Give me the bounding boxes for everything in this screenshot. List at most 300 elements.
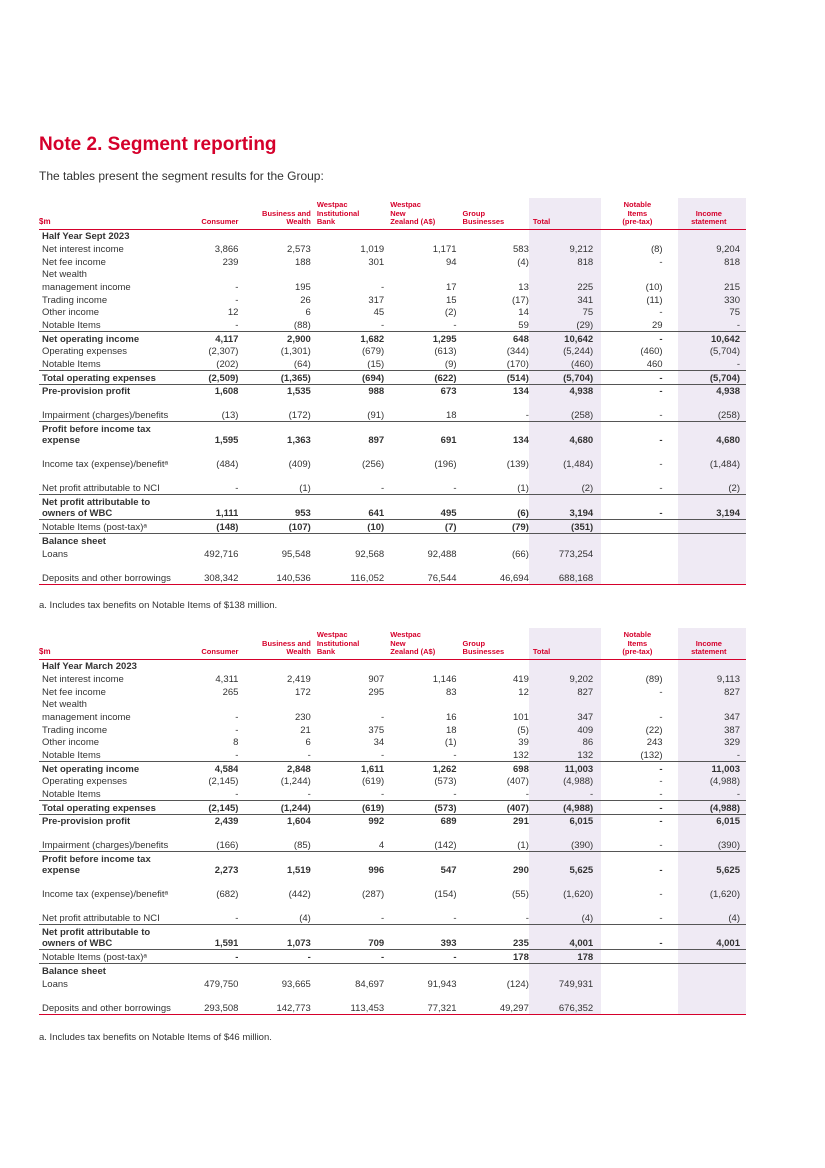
cell-consumer: (2,145) (186, 801, 239, 815)
cell-consumer: (484) (216, 459, 239, 471)
cell-total: 10,642 (529, 332, 601, 345)
table-row (39, 242, 746, 255)
cell-wnz: 18 (445, 410, 457, 422)
cell-total: 773,254 (529, 547, 601, 560)
cell-group-businesses: 59 (518, 320, 529, 331)
footnote: a. Includes tax benefits on Notable Items of $138 million. (39, 600, 278, 611)
cell-income-statement: 329 (678, 736, 746, 749)
cell-notable-items (601, 698, 673, 711)
cell-wnz: 83 (445, 686, 457, 698)
cell-consumer: (13) (221, 410, 239, 422)
cell-business-wealth: (442) (288, 889, 311, 901)
cell-wib: (619) (362, 776, 385, 788)
cell-total: 4,680 (529, 422, 601, 447)
cell-wnz: - (453, 483, 457, 495)
footnote: a. Includes tax benefits on Notable Items of $46 million. (39, 1032, 272, 1043)
cell-wnz: 77,321 (384, 990, 456, 1015)
cell-notable-items: - (659, 256, 663, 268)
cell-income-statement: 5,625 (678, 852, 746, 877)
cell-total: 341 (529, 293, 601, 306)
cell-income-statement (678, 268, 746, 281)
cell-business-wealth: 195 (294, 281, 311, 293)
cell-wnz: - (384, 950, 456, 964)
cell-group-businesses: 291 (457, 814, 529, 827)
cell-notable-items: - (659, 776, 663, 788)
table-row (39, 801, 746, 815)
cell-wib: 4 (378, 840, 385, 852)
cell-notable-items: 460 (646, 359, 663, 371)
table-row (39, 268, 746, 281)
cell-business-wealth: 2,848 (238, 762, 310, 775)
cell-group-businesses: (66) (511, 548, 529, 560)
cell-total: (5,704) (529, 371, 601, 385)
cell-wib: 92,568 (355, 548, 385, 560)
table-row (39, 293, 746, 306)
cell-group-businesses: 178 (457, 950, 529, 964)
cell-consumer: 308,342 (186, 560, 239, 585)
period-label: Half Year Sept 2023 (42, 231, 130, 243)
cell-wnz: 1,146 (432, 673, 457, 685)
cell-consumer: - (235, 294, 239, 306)
cell-business-wealth (238, 698, 310, 711)
cell-notable-items (601, 520, 673, 534)
cell-notable-items: (89) (645, 673, 663, 685)
cell-income-statement (678, 534, 746, 547)
col-header-sm: $m (39, 198, 186, 229)
cell-total: 9,202 (529, 672, 601, 685)
row-label: Loans (42, 978, 68, 990)
cell-wib (311, 534, 384, 547)
cell-wib: (15) (367, 359, 385, 371)
cell-business-wealth: 140,536 (238, 560, 310, 585)
cell-income-statement: 9,113 (678, 672, 746, 685)
cell-business-wealth: 142,773 (238, 990, 310, 1015)
row-label: Notable Items (42, 359, 101, 371)
cell-wnz: 76,544 (384, 560, 456, 585)
cell-wnz: (7) (384, 520, 456, 534)
cell-notable-items: - (659, 840, 663, 852)
table-row (39, 685, 746, 698)
table-row (39, 371, 746, 385)
cell-wnz: (573) (434, 776, 457, 788)
row-label: Net fee income (42, 686, 106, 698)
cell-consumer: (148) (186, 520, 239, 534)
cell-wnz: 15 (445, 294, 457, 306)
cell-consumer: 1,591 (186, 925, 239, 950)
cell-wib: 1,611 (311, 762, 384, 775)
col-header-total: Total (529, 628, 601, 659)
cell-business-wealth: (64) (293, 359, 311, 371)
cell-consumer: 479,750 (204, 978, 239, 990)
cell-consumer: - (235, 483, 239, 495)
cell-group-businesses: (4) (517, 256, 529, 268)
cell-business-wealth (238, 268, 310, 281)
cell-wib: 897 (311, 422, 384, 447)
table-row (39, 547, 746, 560)
cell-income-statement: - (678, 787, 746, 800)
cell-business-wealth: 1,519 (238, 852, 310, 877)
col-header-consumer: Consumer (186, 198, 239, 229)
table-row (39, 255, 746, 268)
cell-group-businesses: (407) (457, 801, 529, 815)
cell-total: 4,001 (529, 925, 601, 950)
cell-business-wealth: - (238, 950, 310, 964)
cell-consumer: (2,509) (186, 371, 239, 385)
cell-total: 5,625 (529, 852, 601, 877)
cell-business-wealth (238, 964, 310, 977)
cell-income-statement (678, 964, 746, 977)
col-header-business-wealth: Business and Wealth (238, 628, 310, 659)
cell-wnz: 17 (445, 281, 457, 293)
cell-group-businesses: 12 (518, 686, 529, 698)
cell-consumer: 4,117 (186, 332, 239, 345)
row-label: Operating expenses (42, 776, 128, 788)
header-row (39, 628, 746, 659)
cell-total (529, 698, 601, 711)
cell-wnz: 94 (445, 256, 457, 268)
cell-wib: 1,019 (360, 243, 385, 255)
cell-consumer: - (235, 724, 239, 736)
cell-business-wealth: 1,073 (238, 925, 310, 950)
table-row (39, 723, 746, 736)
cell-wib: 84,697 (355, 978, 385, 990)
cell-wnz (384, 964, 456, 977)
cell-total: 688,168 (529, 560, 601, 585)
cell-wib: 996 (311, 852, 384, 877)
cell-consumer: - (235, 711, 239, 723)
table-row (39, 470, 746, 495)
table-row (39, 852, 746, 877)
cell-notable-items: - (659, 711, 663, 723)
cell-consumer: 2,439 (186, 814, 239, 827)
cell-group-businesses: 235 (457, 925, 529, 950)
cell-wib: 1,682 (311, 332, 384, 345)
row-label: Other income (42, 737, 100, 749)
cell-total: (390) (529, 827, 601, 852)
cell-wnz: - (453, 789, 457, 801)
cell-wib: 317 (368, 294, 385, 306)
cell-business-wealth: (172) (288, 410, 311, 422)
cell-income-statement: 4,001 (678, 925, 746, 950)
cell-notable-items: - (601, 762, 673, 775)
cell-total: 178 (529, 950, 601, 964)
cell-consumer (186, 698, 239, 711)
row-label: Notable Items (post-tax)ᵃ (39, 950, 186, 964)
cell-consumer: 8 (233, 737, 239, 749)
header-row (39, 198, 746, 229)
cell-income-statement: - (678, 748, 746, 761)
cell-notable-items (601, 964, 673, 977)
cell-income-statement: 4,680 (678, 422, 746, 447)
col-header-total: Total (529, 198, 601, 229)
cell-consumer: 265 (222, 686, 239, 698)
table-row (39, 925, 746, 950)
period-row (39, 659, 746, 672)
cell-total: 3,194 (529, 495, 601, 520)
cell-wib: 907 (368, 673, 385, 685)
cell-notable-items: - (601, 925, 673, 950)
cell-wib: 116,052 (311, 560, 384, 585)
cell-income-statement: (2) (678, 470, 746, 495)
cell-wnz: 92,488 (427, 548, 457, 560)
cell-wnz: - (453, 750, 457, 761)
cell-total: 409 (529, 723, 601, 736)
cell-wib: (91) (367, 410, 385, 422)
table-row (39, 495, 746, 520)
cell-consumer: 2,273 (186, 852, 239, 877)
row-label: Net profit attributable to owners of WBC (39, 495, 186, 520)
cell-wnz: (154) (434, 889, 457, 901)
cell-wnz: 1,295 (384, 332, 456, 345)
cell-income-statement: 330 (678, 293, 746, 306)
table-row (39, 787, 746, 800)
cell-notable-items: - (601, 801, 673, 815)
cell-notable-items (601, 950, 673, 964)
table-row (39, 672, 746, 685)
row-label: Net interest income (42, 673, 124, 685)
cell-business-wealth: (107) (238, 520, 310, 534)
row-label: Pre-provision profit (39, 384, 186, 397)
table-row (39, 318, 746, 331)
cell-wnz: (613) (434, 346, 457, 358)
cell-wnz: (142) (434, 840, 457, 852)
cell-income-statement: 215 (678, 280, 746, 293)
cell-notable-items: 29 (651, 320, 663, 331)
cell-group-businesses: 290 (457, 852, 529, 877)
table-row (39, 345, 746, 358)
cell-group-businesses: (139) (506, 459, 529, 471)
cell-total (529, 268, 601, 281)
table-row (39, 520, 746, 534)
cell-notable-items (601, 268, 673, 281)
cell-income-statement: (5,704) (678, 345, 746, 358)
cell-consumer: - (235, 281, 239, 293)
cell-notable-items: - (601, 332, 673, 345)
cell-wib: 301 (368, 256, 385, 268)
segment-table-march-2023 (39, 628, 746, 1015)
cell-group-businesses: 134 (457, 384, 529, 397)
row-label: Net profit attributable to owners of WBC (39, 925, 186, 950)
table-row (39, 748, 746, 761)
cell-notable-items: - (659, 889, 663, 901)
cell-consumer: 293,508 (186, 990, 239, 1015)
cell-wnz: 689 (384, 814, 456, 827)
cell-notable-items: - (601, 495, 673, 520)
cell-business-wealth: 26 (300, 294, 311, 306)
cell-income-statement (678, 520, 746, 534)
cell-notable-items: (132) (640, 750, 663, 761)
cell-income-statement: 347 (678, 710, 746, 723)
col-header-wnz: Westpac New Zealand (A$) (384, 198, 456, 229)
cell-total: 4,938 (529, 384, 601, 397)
cell-business-wealth: - (307, 789, 311, 801)
cell-group-businesses: (79) (457, 520, 529, 534)
table-row (39, 384, 746, 397)
cell-total: 86 (529, 736, 601, 749)
cell-income-statement: 75 (678, 306, 746, 319)
cell-notable-items (601, 534, 673, 547)
cell-wib (311, 964, 384, 977)
cell-wnz: 673 (384, 384, 456, 397)
cell-income-statement: 9,204 (678, 242, 746, 255)
cell-notable-items: - (659, 686, 663, 698)
cell-consumer: 1,111 (186, 495, 239, 520)
cell-income-statement: 387 (678, 723, 746, 736)
row-label: Trading income (42, 724, 108, 736)
intro-text: The tables present the segment results for the Group: (39, 169, 324, 183)
table-row (39, 775, 746, 788)
cell-total: (29) (529, 318, 601, 331)
cell-notable-items (601, 977, 673, 990)
row-label: management income (42, 281, 131, 293)
cell-income-statement: (258) (678, 397, 746, 422)
cell-total: (5,244) (529, 345, 601, 358)
cell-group-businesses: (124) (506, 978, 529, 990)
cell-group-businesses: (6) (457, 495, 529, 520)
cell-business-wealth: (409) (288, 459, 311, 471)
cell-total: 818 (529, 255, 601, 268)
table-row (39, 950, 746, 964)
cell-income-statement (678, 950, 746, 964)
cell-business-wealth: 172 (294, 686, 311, 698)
cell-wib: (10) (311, 520, 384, 534)
cell-wnz: (622) (384, 371, 456, 385)
cell-group-businesses: - (525, 789, 529, 801)
cell-wnz (384, 698, 456, 711)
cell-income-statement: 6,015 (678, 814, 746, 827)
cell-group-businesses: (17) (511, 294, 529, 306)
table-row (39, 306, 746, 319)
cell-income-statement: (4,988) (678, 801, 746, 815)
cell-business-wealth: 1,604 (238, 814, 310, 827)
col-header-group-businesses: Group Businesses (457, 198, 529, 229)
col-header-notable: Notable Items (pre-tax) (601, 198, 673, 229)
cell-income-statement: (1,620) (678, 876, 746, 900)
row-label: Net fee income (42, 256, 106, 268)
cell-income-statement: - (678, 318, 746, 331)
cell-business-wealth: 2,573 (287, 243, 311, 255)
cell-income-statement (678, 547, 746, 560)
row-label: Net operating income (39, 762, 186, 775)
table-row (39, 560, 746, 585)
cell-wib: 992 (311, 814, 384, 827)
cell-income-statement: 818 (678, 255, 746, 268)
cell-wib: (694) (311, 371, 384, 385)
cell-business-wealth: 1,535 (238, 384, 310, 397)
cell-wnz: (196) (434, 459, 457, 471)
cell-group-businesses: 46,694 (457, 560, 529, 585)
cell-group-businesses (457, 964, 529, 977)
cell-consumer: 1,608 (186, 384, 239, 397)
col-header-wib: Westpac Institutional Bank (311, 628, 384, 659)
cell-notable-items: - (659, 410, 663, 422)
col-header-wib: Westpac Institutional Bank (311, 198, 384, 229)
cell-wib: - (381, 789, 385, 801)
cell-wib: 709 (311, 925, 384, 950)
table-row (39, 397, 746, 422)
cell-consumer: (682) (216, 889, 239, 901)
cell-total: 75 (529, 306, 601, 319)
cell-wib: 45 (373, 307, 385, 319)
cell-total: (351) (529, 520, 601, 534)
table-row (39, 876, 746, 900)
cell-notable-items (601, 990, 673, 1015)
cell-income-statement: (1,484) (678, 446, 746, 470)
cell-consumer: 492,716 (204, 548, 239, 560)
cell-wib: 988 (311, 384, 384, 397)
cell-consumer: 3,866 (214, 243, 239, 255)
row-label: Total operating expenses (39, 801, 186, 815)
cell-total: (460) (529, 357, 601, 370)
cell-consumer (186, 964, 239, 977)
cell-wnz (384, 268, 456, 281)
cell-wib: 113,453 (311, 990, 384, 1015)
cell-business-wealth: 21 (300, 724, 311, 736)
cell-business-wealth: 2,419 (287, 673, 311, 685)
cell-income-statement (678, 977, 746, 990)
cell-income-statement: 10,642 (678, 332, 746, 345)
cell-wnz: 1,171 (432, 243, 457, 255)
cell-consumer: 239 (222, 256, 239, 268)
row-label: management income (42, 711, 131, 723)
row-label: Notable Items (post-tax)ᵃ (39, 520, 186, 534)
row-label: Other income (42, 307, 100, 319)
cell-total: (2) (529, 470, 601, 495)
cell-business-wealth (238, 534, 310, 547)
cell-total: (4,988) (529, 775, 601, 788)
cell-business-wealth: (1,365) (238, 371, 310, 385)
cell-wib: (619) (311, 801, 384, 815)
cell-wib: (256) (362, 459, 385, 471)
row-label: Deposits and other borrowings (39, 990, 186, 1015)
cell-income-statement (678, 560, 746, 585)
cell-income-statement: - (678, 357, 746, 370)
cell-wib: - (381, 711, 385, 723)
cell-total: - (529, 787, 601, 800)
row-label: Loans (42, 548, 68, 560)
cell-notable-items: - (601, 422, 673, 447)
table-row (39, 422, 746, 447)
cell-total: (1,620) (529, 876, 601, 900)
cell-wnz: - (453, 320, 457, 331)
row-label: Net interest income (42, 243, 124, 255)
cell-total: 132 (529, 748, 601, 761)
cell-income-statement: (390) (678, 827, 746, 852)
cell-group-businesses: 39 (518, 737, 529, 749)
cell-consumer: - (235, 320, 239, 331)
cell-business-wealth: 953 (238, 495, 310, 520)
cell-notable-items: - (659, 307, 663, 319)
row-label: Trading income (42, 294, 108, 306)
segment-table-sept-2023 (39, 198, 746, 585)
table-row (39, 710, 746, 723)
cell-income-statement: 4,938 (678, 384, 746, 397)
cell-wnz: 547 (384, 852, 456, 877)
cell-wnz: 91,943 (427, 978, 457, 990)
cell-group-businesses: (1) (517, 840, 529, 852)
cell-total: 749,931 (529, 977, 601, 990)
cell-notable-items: (22) (645, 724, 663, 736)
cell-group-businesses: 583 (513, 243, 529, 255)
cell-consumer: 4,584 (186, 762, 239, 775)
cell-consumer: 1,595 (186, 422, 239, 447)
cell-notable-items: (11) (646, 294, 663, 306)
cell-notable-items: (460) (640, 346, 663, 358)
cell-consumer: 4,311 (215, 673, 239, 685)
cell-group-businesses (457, 268, 529, 281)
cell-total: 347 (529, 710, 601, 723)
cell-business-wealth: 6 (305, 737, 311, 749)
